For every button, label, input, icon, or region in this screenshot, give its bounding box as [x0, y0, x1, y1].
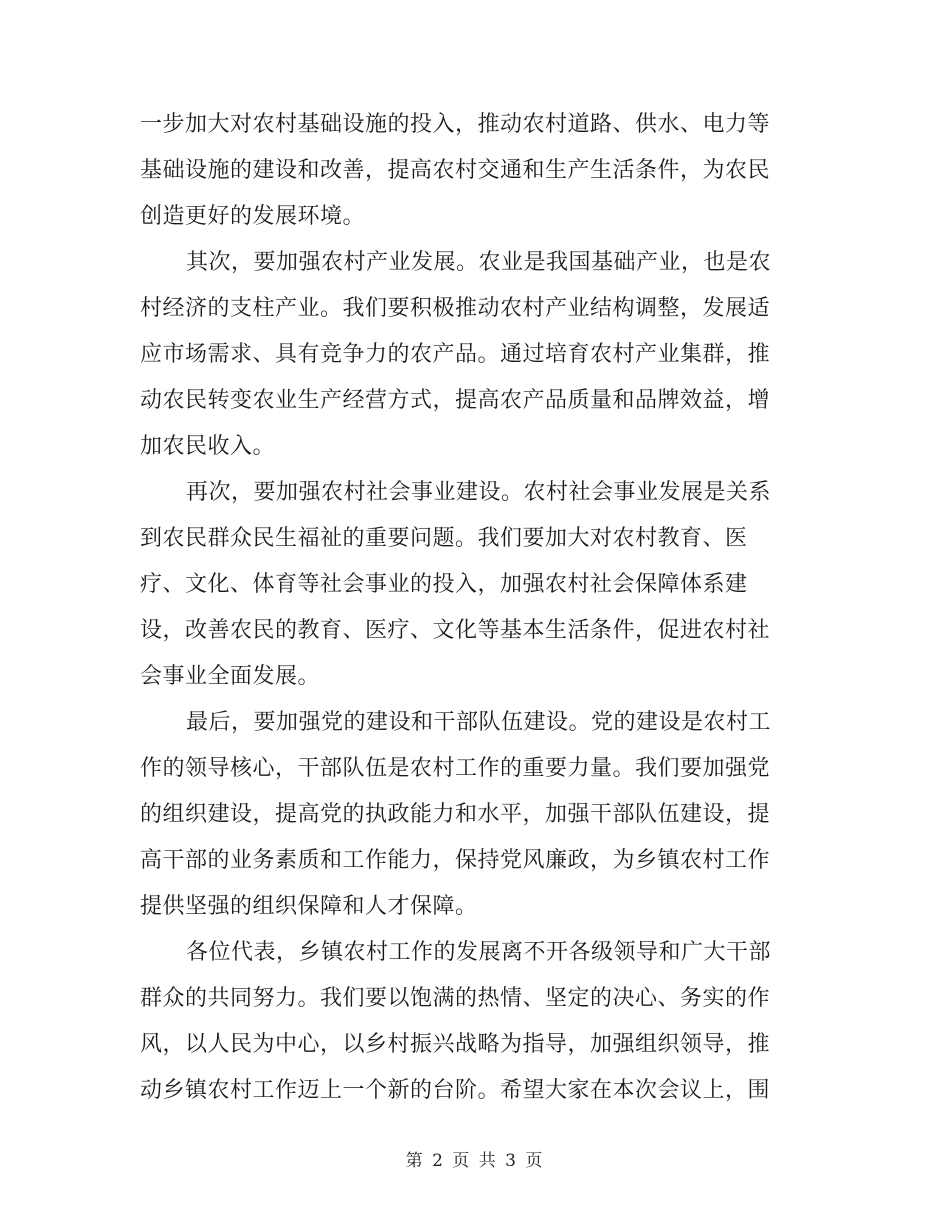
text-line: 基础设施的建设和改善，提高农村交通和生产生活条件，为农民	[140, 158, 771, 183]
paragraph-2	[140, 240, 800, 470]
paragraph-1	[140, 102, 800, 240]
text-line: 群众的共同努力。我们要以饱满的热情、坚定的决心、务实的作	[140, 986, 771, 1011]
text-line: 各位代表，乡镇农村工作的发展离不开各级领导和广大干部	[186, 940, 772, 965]
text-line: 最后，要加强党的建设和干部队伍建设。党的建设是农村工	[186, 710, 772, 735]
paragraph-3	[140, 470, 800, 700]
page-number-footer: 第 2 页 共 3 页	[405, 1151, 545, 1171]
text-line: 动农民转变农业生产经营方式，提高农产品质量和品牌效益，增	[140, 388, 771, 413]
paragraph-5	[140, 930, 800, 1114]
text-line: 动乡镇农村工作迈上一个新的台阶。希望大家在本次会议上，围	[140, 1078, 771, 1103]
text-line: 的组织建设，提高党的执政能力和水平，加强干部队伍建设，提	[140, 802, 771, 827]
paragraph-4	[140, 700, 800, 930]
text-line: 高干部的业务素质和工作能力，保持党风廉政，为乡镇农村工作	[140, 848, 771, 873]
text-line: 创造更好的发展环境。	[140, 204, 366, 229]
text-line: 应市场需求、具有竞争力的农产品。通过培育农村产业集群，推	[140, 342, 771, 367]
text-line: 再次，要加强农村社会事业建设。农村社会事业发展是关系	[186, 480, 772, 505]
text-line: 村经济的支柱产业。我们要积极推动农村产业结构调整，发展适	[140, 296, 771, 321]
body-text	[140, 102, 800, 1114]
text-line: 风，以人民为中心，以乡村振兴战略为指导，加强组织领导，推	[140, 1032, 771, 1057]
text-line: 一步加大对农村基础设施的投入，推动农村道路、供水、电力等	[140, 112, 771, 137]
text-line: 疗、文化、体育等社会事业的投入，加强农村社会保障体系建	[140, 572, 748, 597]
text-line: 设，改善农民的教育、医疗、文化等基本生活条件，促进农村社	[140, 618, 771, 643]
text-line: 到农民群众民生福祉的重要问题。我们要加大对农村教育、医	[140, 526, 748, 551]
text-line: 提供坚强的组织保障和人才保障。	[140, 894, 478, 919]
text-line: 会事业全面发展。	[140, 664, 321, 689]
text-line: 其次，要加强农村产业发展。农业是我国基础产业，也是农	[186, 250, 772, 275]
text-line: 作的领导核心，干部队伍是农村工作的重要力量。我们要加强党	[140, 756, 771, 781]
text-line: 加农民收入。	[140, 434, 276, 459]
